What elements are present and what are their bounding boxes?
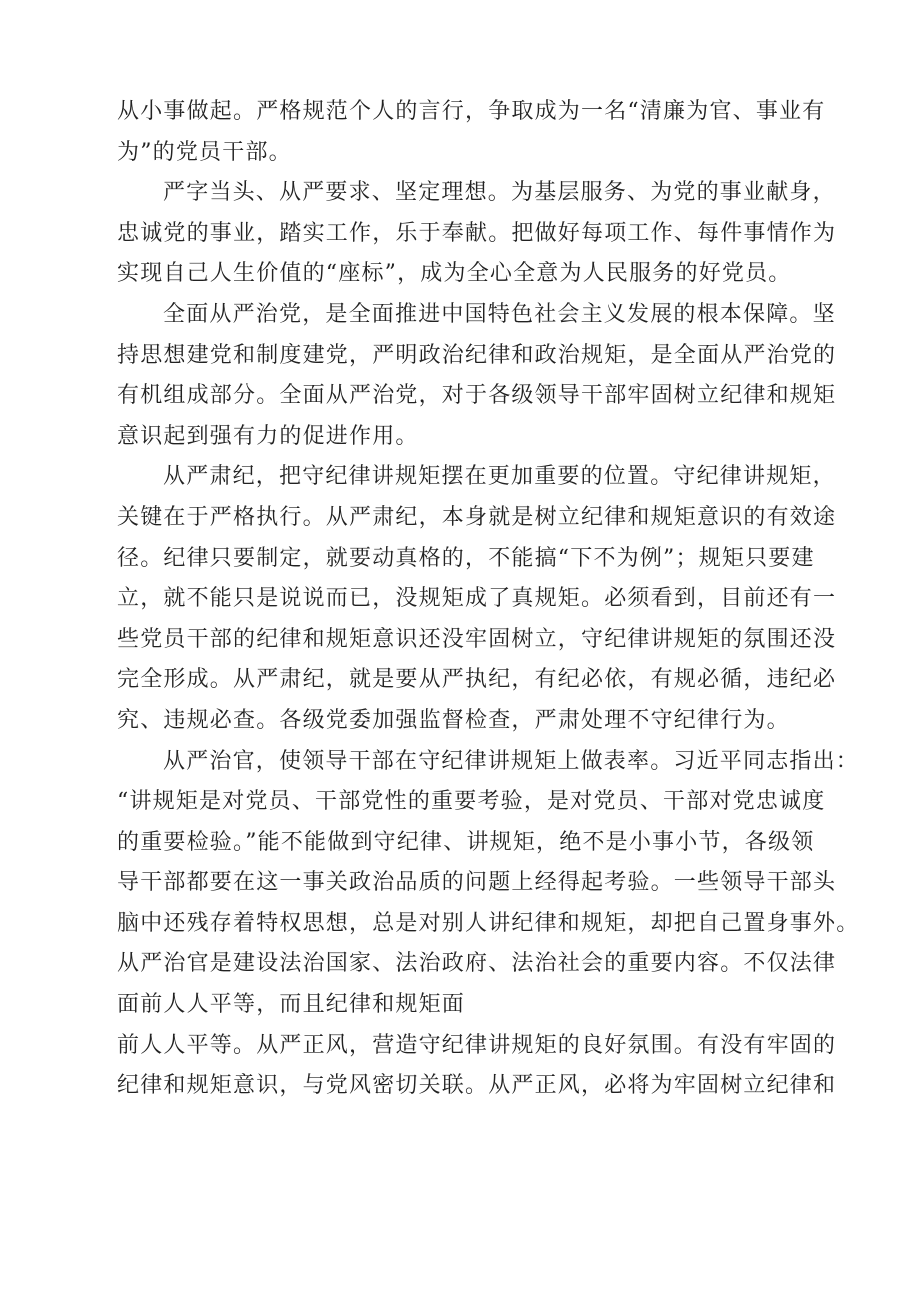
text-line: 前人人平等。从严正风，营造守纪律讲规矩的良好氛围。有没有牢固的: [117, 1032, 837, 1058]
text-line: 些党员干部的纪律和规矩意识还没牢固树立，守纪律讲规矩的氛围还没: [117, 626, 837, 652]
text-line: 脑中还残存着特权思想，总是对别人讲纪律和规矩，却把自己置身事外。: [117, 910, 860, 936]
text-line: 立，就不能只是说说而已，没规矩成了真规矩。必须看到，目前还有一: [117, 586, 837, 612]
text-line: 持思想建党和制度建党，严明政治纪律和政治规矩，是全面从严治党的: [117, 342, 837, 368]
text-line: 的重要检验。”能不能做到守纪律、讲规矩，绝不是小事小节，各级领: [117, 829, 815, 855]
text-line: 实现自己人生价值的“座标”，成为全心全意为人民服务的好党员。: [117, 261, 792, 287]
text-line: 完全形成。从严肃纪，就是要从严执纪，有纪必依，有规必循，违纪必: [117, 667, 837, 693]
text-line: 面前人人平等，而且纪律和规矩面: [117, 992, 466, 1018]
text-line: 径。纪律只要制定，就要动真格的，不能搞“下不为例”；规矩只要建: [117, 545, 815, 571]
paragraph-start-line: 从严治官，使领导干部在守纪律讲规矩上做表率。习近平同志指出：: [163, 748, 860, 774]
paragraph-start-line: 从严肃纪，把守纪律讲规矩摆在更加重要的位置。守纪律讲规矩，: [163, 464, 836, 490]
text-line: 从小事做起。严格规范个人的言行，争取成为一名“清廉为官、事业有: [117, 99, 826, 124]
text-line: “讲规矩是对党员、干部党性的重要考验，是对党员、干部对党忠诚度: [117, 789, 826, 815]
text-line: 导干部都要在这一事关政治品质的问题上经得起考验。一些领导干部头: [117, 870, 837, 896]
text-line: 有机组成部分。全面从严治党，对于各级领导干部牢固树立纪律和规矩: [117, 383, 837, 409]
text-line: 从严治官是建设法治国家、法治政府、法治社会的重要内容。不仅法律: [117, 951, 837, 977]
text-line: 关键在于严格执行。从严肃纪，本身就是树立纪律和规矩意识的有效途: [117, 504, 837, 530]
text-line: 究、违规必查。各级党委加强监督检查，严肃处理不守纪律行为。: [117, 707, 790, 733]
text-line: 为”的党员干部。: [117, 139, 292, 165]
document-body: [117, 92, 860, 1107]
paragraph-start-line: 全面从严治党，是全面推进中国特色社会主义发展的根本保障。坚: [163, 301, 836, 327]
text-line: 纪律和规矩意识，与党风密切关联。从严正风，必将为牢固树立纪律和: [117, 1073, 837, 1099]
text-line: 意识起到强有力的促进作用。: [117, 423, 419, 449]
text-line: 忠诚党的事业，踏实工作，乐于奉献。把做好每项工作、每件事情作为: [117, 220, 837, 246]
paragraph-start-line: 严字当头、从严要求、坚定理想。为基层服务、为党的事业献身，: [163, 180, 836, 206]
